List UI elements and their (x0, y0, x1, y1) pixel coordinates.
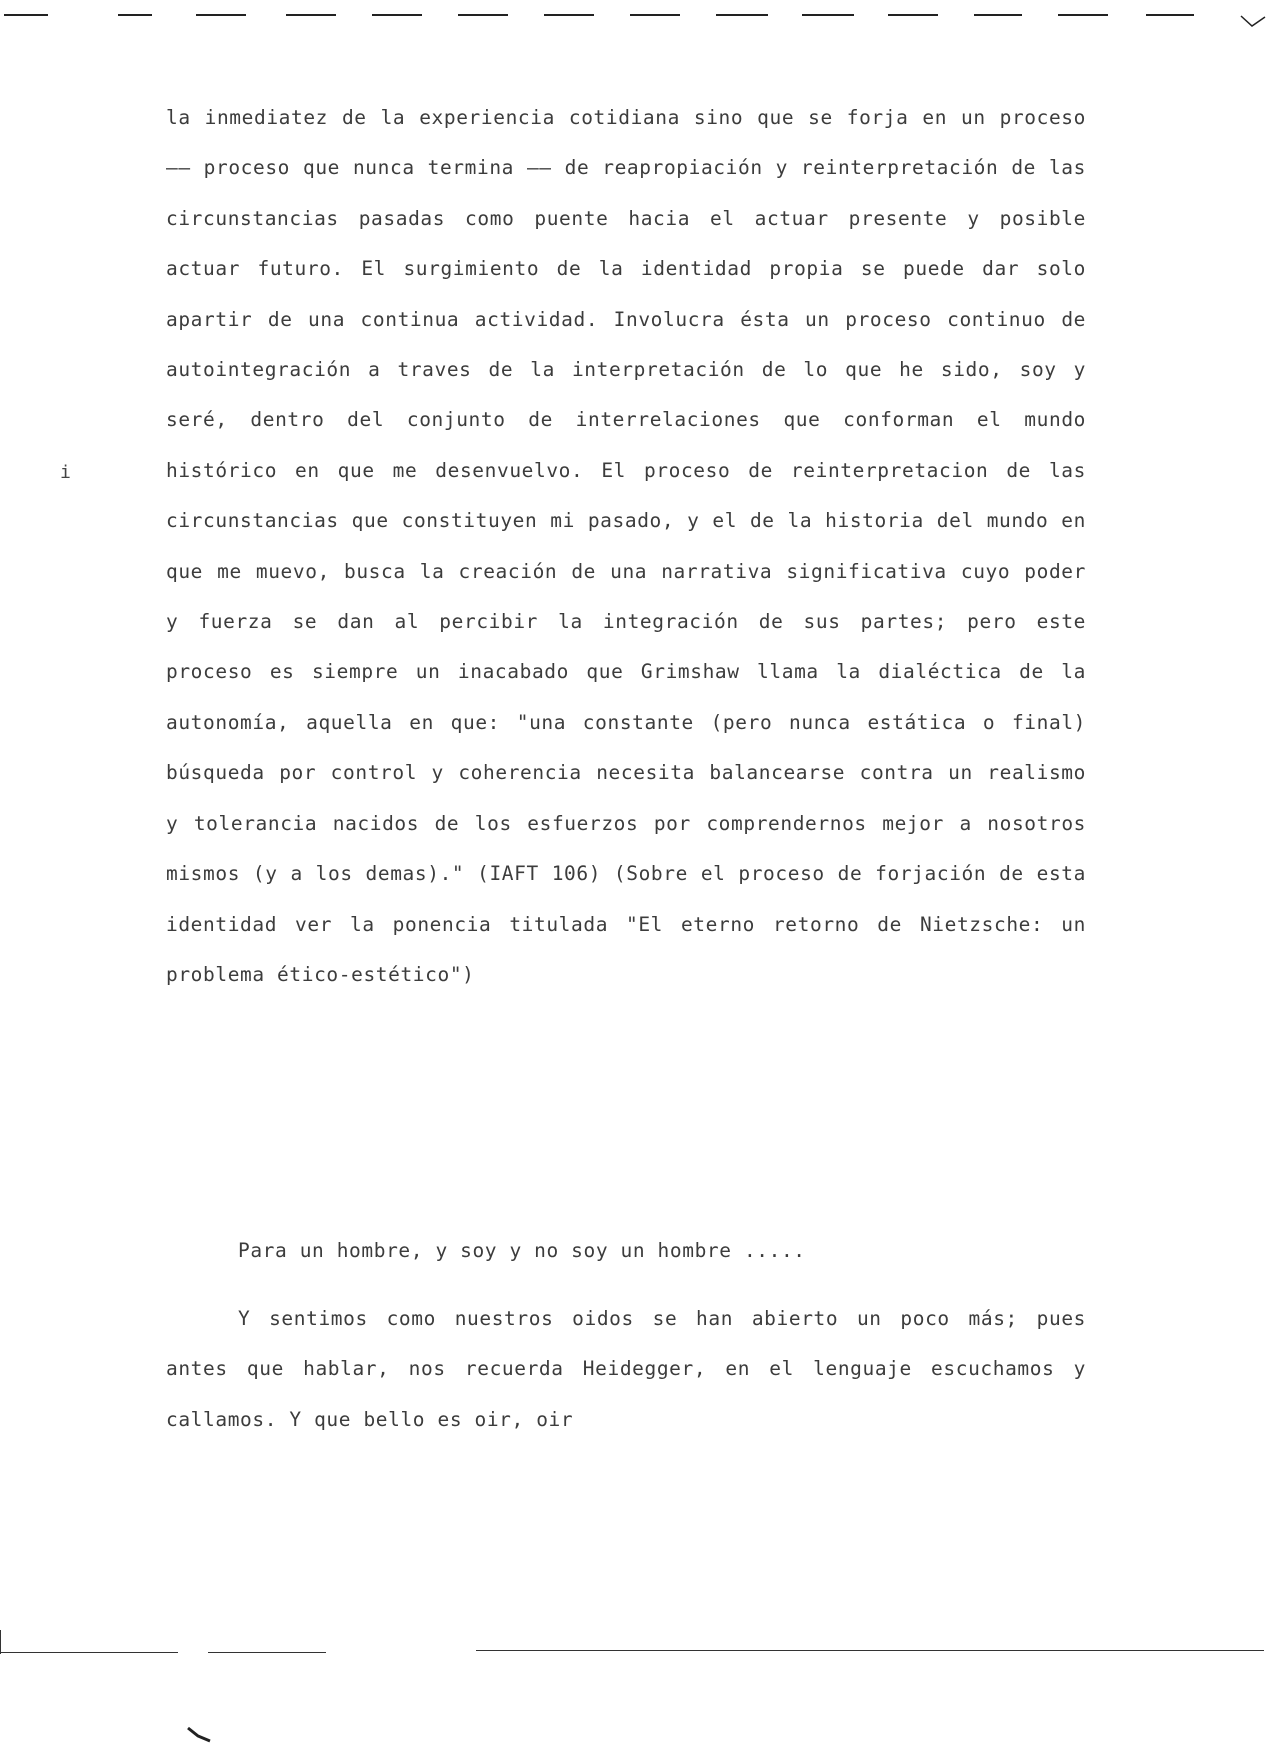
bottom-left-edge (0, 1630, 1, 1654)
bottom-rule-middle (208, 1652, 326, 1653)
bottom-rule-left (0, 1652, 178, 1653)
last-paragraph: Y sentimos como nuestros oidos se han abierto un poco más; pues antes que hablar, nos recuerda Heidegger, en el lenguaje escuchamos y callamos. Y que bello es oir, oir (166, 1307, 1086, 1431)
scan-artifact-icon (186, 1726, 212, 1744)
short-paragraph: Para un hombre, y soy y no soy un hombre ..... (238, 1239, 806, 1262)
top-edge-dashes (0, 6, 1275, 26)
main-paragraph (166, 93, 1086, 1000)
corner-check-icon (1240, 14, 1266, 28)
main-paragraph-text: la inmediatez de la experiencia cotidiana sino que se forja en un proceso —— proceso que nunca termina —— de reapropiación y reinterpretación de las circunstancias pasadas como puente hacia el actuar presente y posible actuar futuro. El surgimiento de la identidad propia se puede dar solo apartir de una continua actividad. Involucra ésta un proceso continuo de autointegración a traves de la interpretación de lo que he sido, soy y seré, dentro del conjunto de interrelaciones que conforman el mundo histórico en que me desenvuelvo. El proceso de reinterpretacion de las circunstancias que constituyen mi pasado, y el de la historia del mundo en que me muevo, busca la creación de una narrativa significativa cuyo poder y fuerza se dan al percibir la integración de sus partes; pero este proceso es siempre un inacabado que Grimshaw llama la dialéctica de la autonomía, aquella en que: "una constante (pero nunca estática o final) búsqueda por control y coherencia necesita balancearse contra un realismo y tolerancia nacidos de los esfuerzos por comprendernos mejor a nosotros mismos (y a los demas)." (IAFT 106) (Sobre el proceso de forjación de esta identidad ver la ponencia titulada "El eterno retorno de Nietzsche: un problema ético-estético") (166, 106, 1086, 986)
margin-mark: i (60, 462, 71, 483)
bottom-rule-right (476, 1650, 1264, 1651)
